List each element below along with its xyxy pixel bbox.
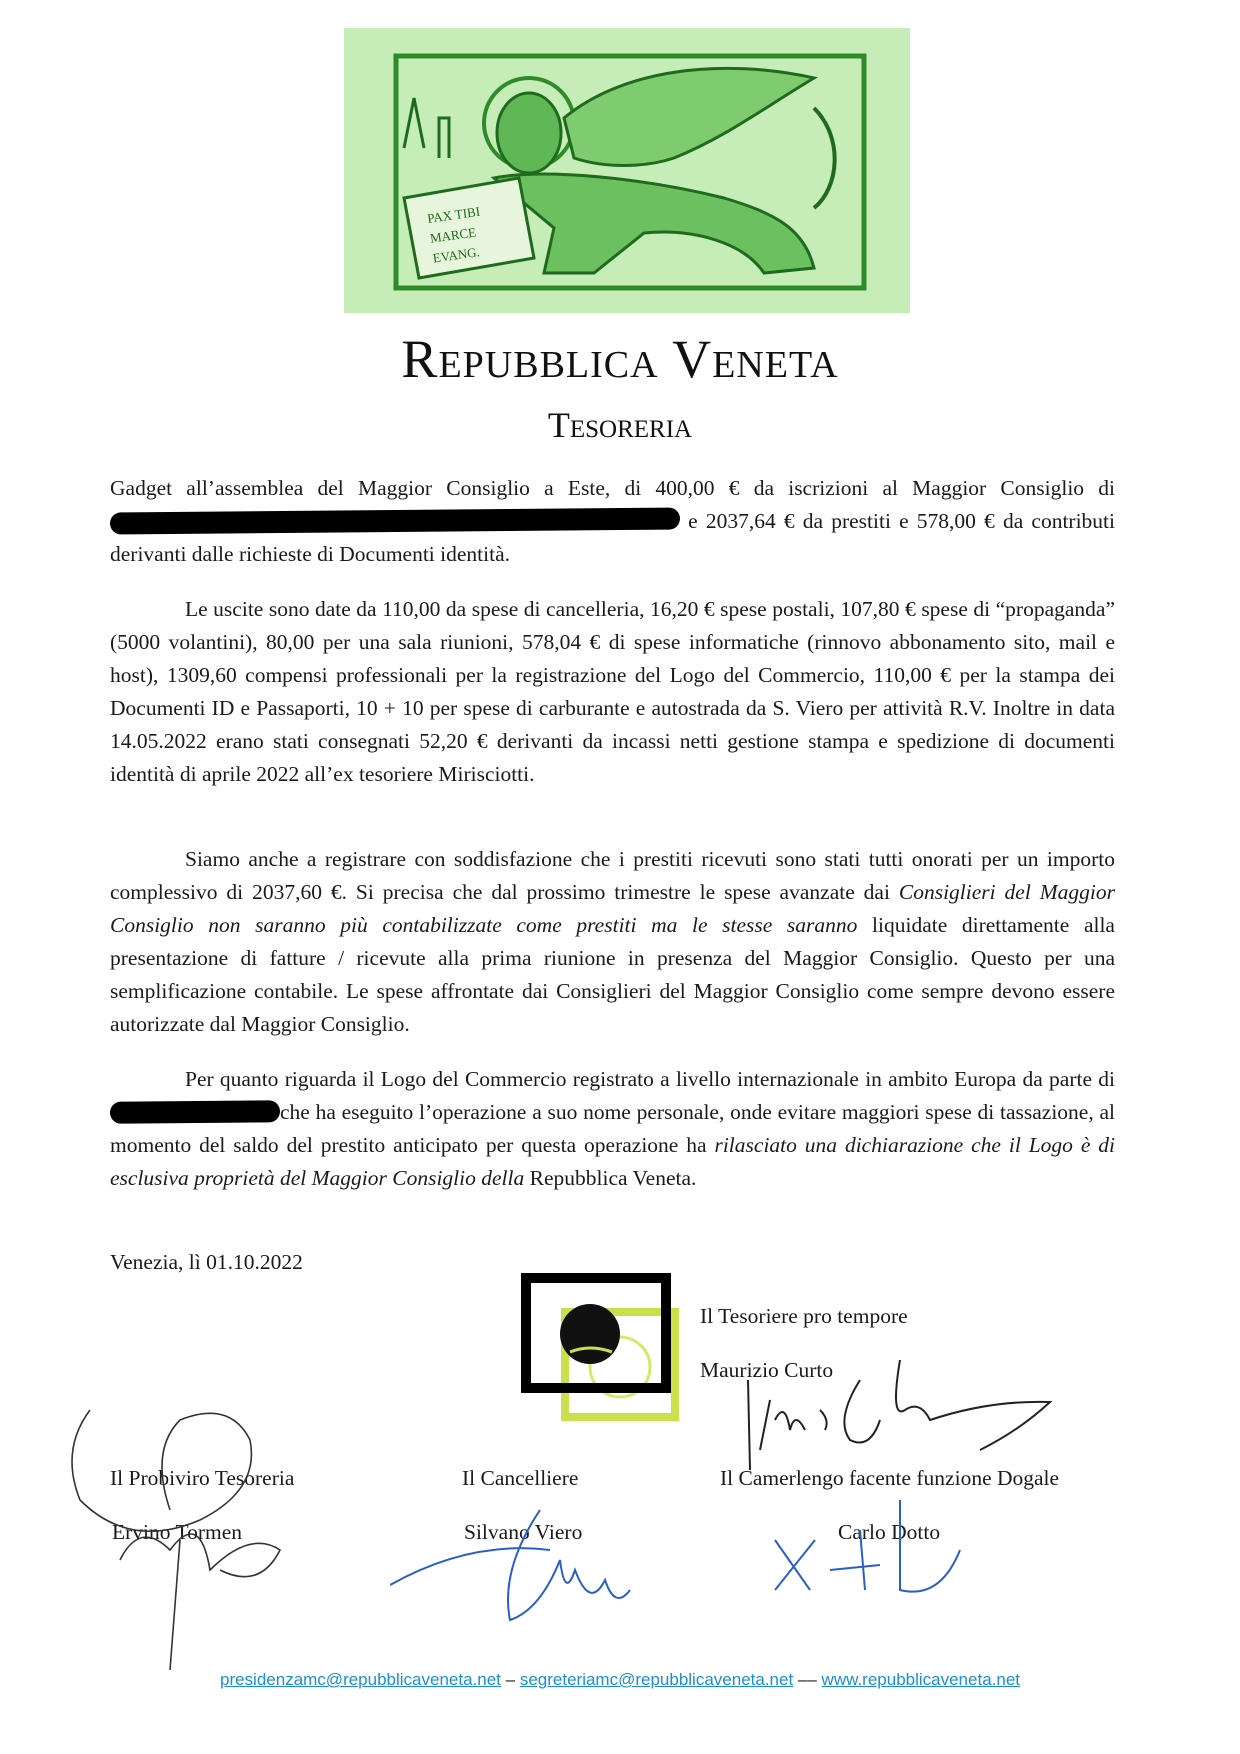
footer-contacts	[0, 1670, 1240, 1690]
email-link-presidenza[interactable]: presidenzamc@repubblicaveneta.net	[219, 1670, 501, 1689]
cancelliere-role: Il Cancelliere	[462, 1466, 579, 1490]
italic-text: rilasciato una dichiarazione che il Logo è di esclusiva proprietà del Maggior Consiglio della	[110, 1133, 1115, 1190]
text: Per quanto riguarda il Logo del Commercio registrato a livello internazionale in ambito Europa da parte di	[185, 1067, 1115, 1091]
paragraph-income	[110, 472, 1115, 571]
paragraph-loans	[110, 843, 1115, 1041]
text: Siamo anche a registrare con soddisfazione che i prestiti ricevuti sono stati tutti onorati per un importo complessivo di 2037,60 €. Si precisa che dal prossimo trimestre le spese avanzate dai	[110, 847, 1115, 904]
svg-text:MARCE: MARCE	[429, 224, 477, 246]
camerlengo-signature	[770, 1490, 1010, 1600]
tesoriere-role: Il Tesoriere pro tempore	[700, 1304, 908, 1328]
email-link-segreteria[interactable]: segreteriamc@repubblicaveneta.net	[519, 1670, 794, 1689]
separator: –	[500, 1670, 520, 1689]
text: e 2037,64 € da prestiti e 578,00 € da contributi derivanti dalle richieste di Documenti identità.	[110, 509, 1116, 566]
text: liquidate direttamente alla presentazione di fatture / ricevute alla prima riunione in presenza del Maggior Consiglio. Questo per una semplificazione contabile. Le spese affrontate dai Consiglieri del Maggior Consiglio come sempre devono essere autorizzate dal Maggior Consiglio.	[110, 913, 1115, 1036]
probiviro-name: Ervino Tormen	[112, 1520, 243, 1544]
date-line: Venezia, lì 01.10.2022	[110, 1250, 303, 1274]
text: Gadget all’assemblea del Maggior Consiglio a Este, di 400,00 € da iscrizioni al Maggior Consiglio di	[110, 476, 1115, 500]
official-stamp	[520, 1272, 680, 1422]
camerlengo-role: Il Camerlengo facente funzione Dogale	[720, 1466, 1060, 1490]
separator: ––	[793, 1670, 822, 1689]
camerlengo-name: Carlo Dotto	[838, 1520, 941, 1544]
svg-text:PAX TIBI: PAX TIBI	[426, 203, 481, 226]
website-link[interactable]: www.repubblicaveneta.net	[821, 1670, 1021, 1689]
paragraph-logo	[110, 1063, 1115, 1195]
redaction-mark	[110, 1100, 280, 1123]
italic-text: Consiglieri del Maggior Consiglio non saranno più contabilizzate come prestiti ma le stesse saranno	[110, 880, 1116, 937]
paragraph-expenses: Le uscite sono date da 110,00 da spese di cancelleria, 16,20 € spese postali, 107,80 € spese di “propaganda” (5000 volantini), 80,00 per una sala riunioni, 578,04 € di spese informatiche (rinnovo abbonamento sito, mail e host), 1309,60 compensi professionali per la registrazione del Logo del Commercio, 110,00 € per la stampa dei Documenti ID e Passaporti, 10 + 10 per spese di carburante e autostrada da S. Viero per attività R.V. Inoltre in data 14.05.2022 erano stati consegnati 52,20 € derivanti da incassi netti gestione stampa e spedizione di documenti identità di aprile 2022 all’ex tesoriere Mirisciotti.	[110, 597, 1115, 786]
lion-of-saint-mark-emblem	[344, 28, 910, 313]
emblem-icon	[344, 28, 910, 313]
page-title: Repubblica Veneta	[401, 329, 839, 389]
redaction-mark	[110, 508, 680, 535]
cancelliere-name: Silvano Viero	[464, 1520, 583, 1544]
svg-text:EVANG.: EVANG.	[431, 244, 481, 266]
probiviro-role: Il Probiviro Tesoreria	[110, 1466, 295, 1490]
page-subtitle: Tesoreria	[547, 405, 693, 445]
text: che ha eseguito l’operazione a suo nome personale, onde evitare maggiori spese di tassazione, al momento del saldo del prestito anticipato per questa operazione ha	[110, 1100, 1115, 1157]
tesoriere-name: Maurizio Curto	[700, 1358, 834, 1382]
text: Repubblica Veneta.	[524, 1166, 697, 1190]
